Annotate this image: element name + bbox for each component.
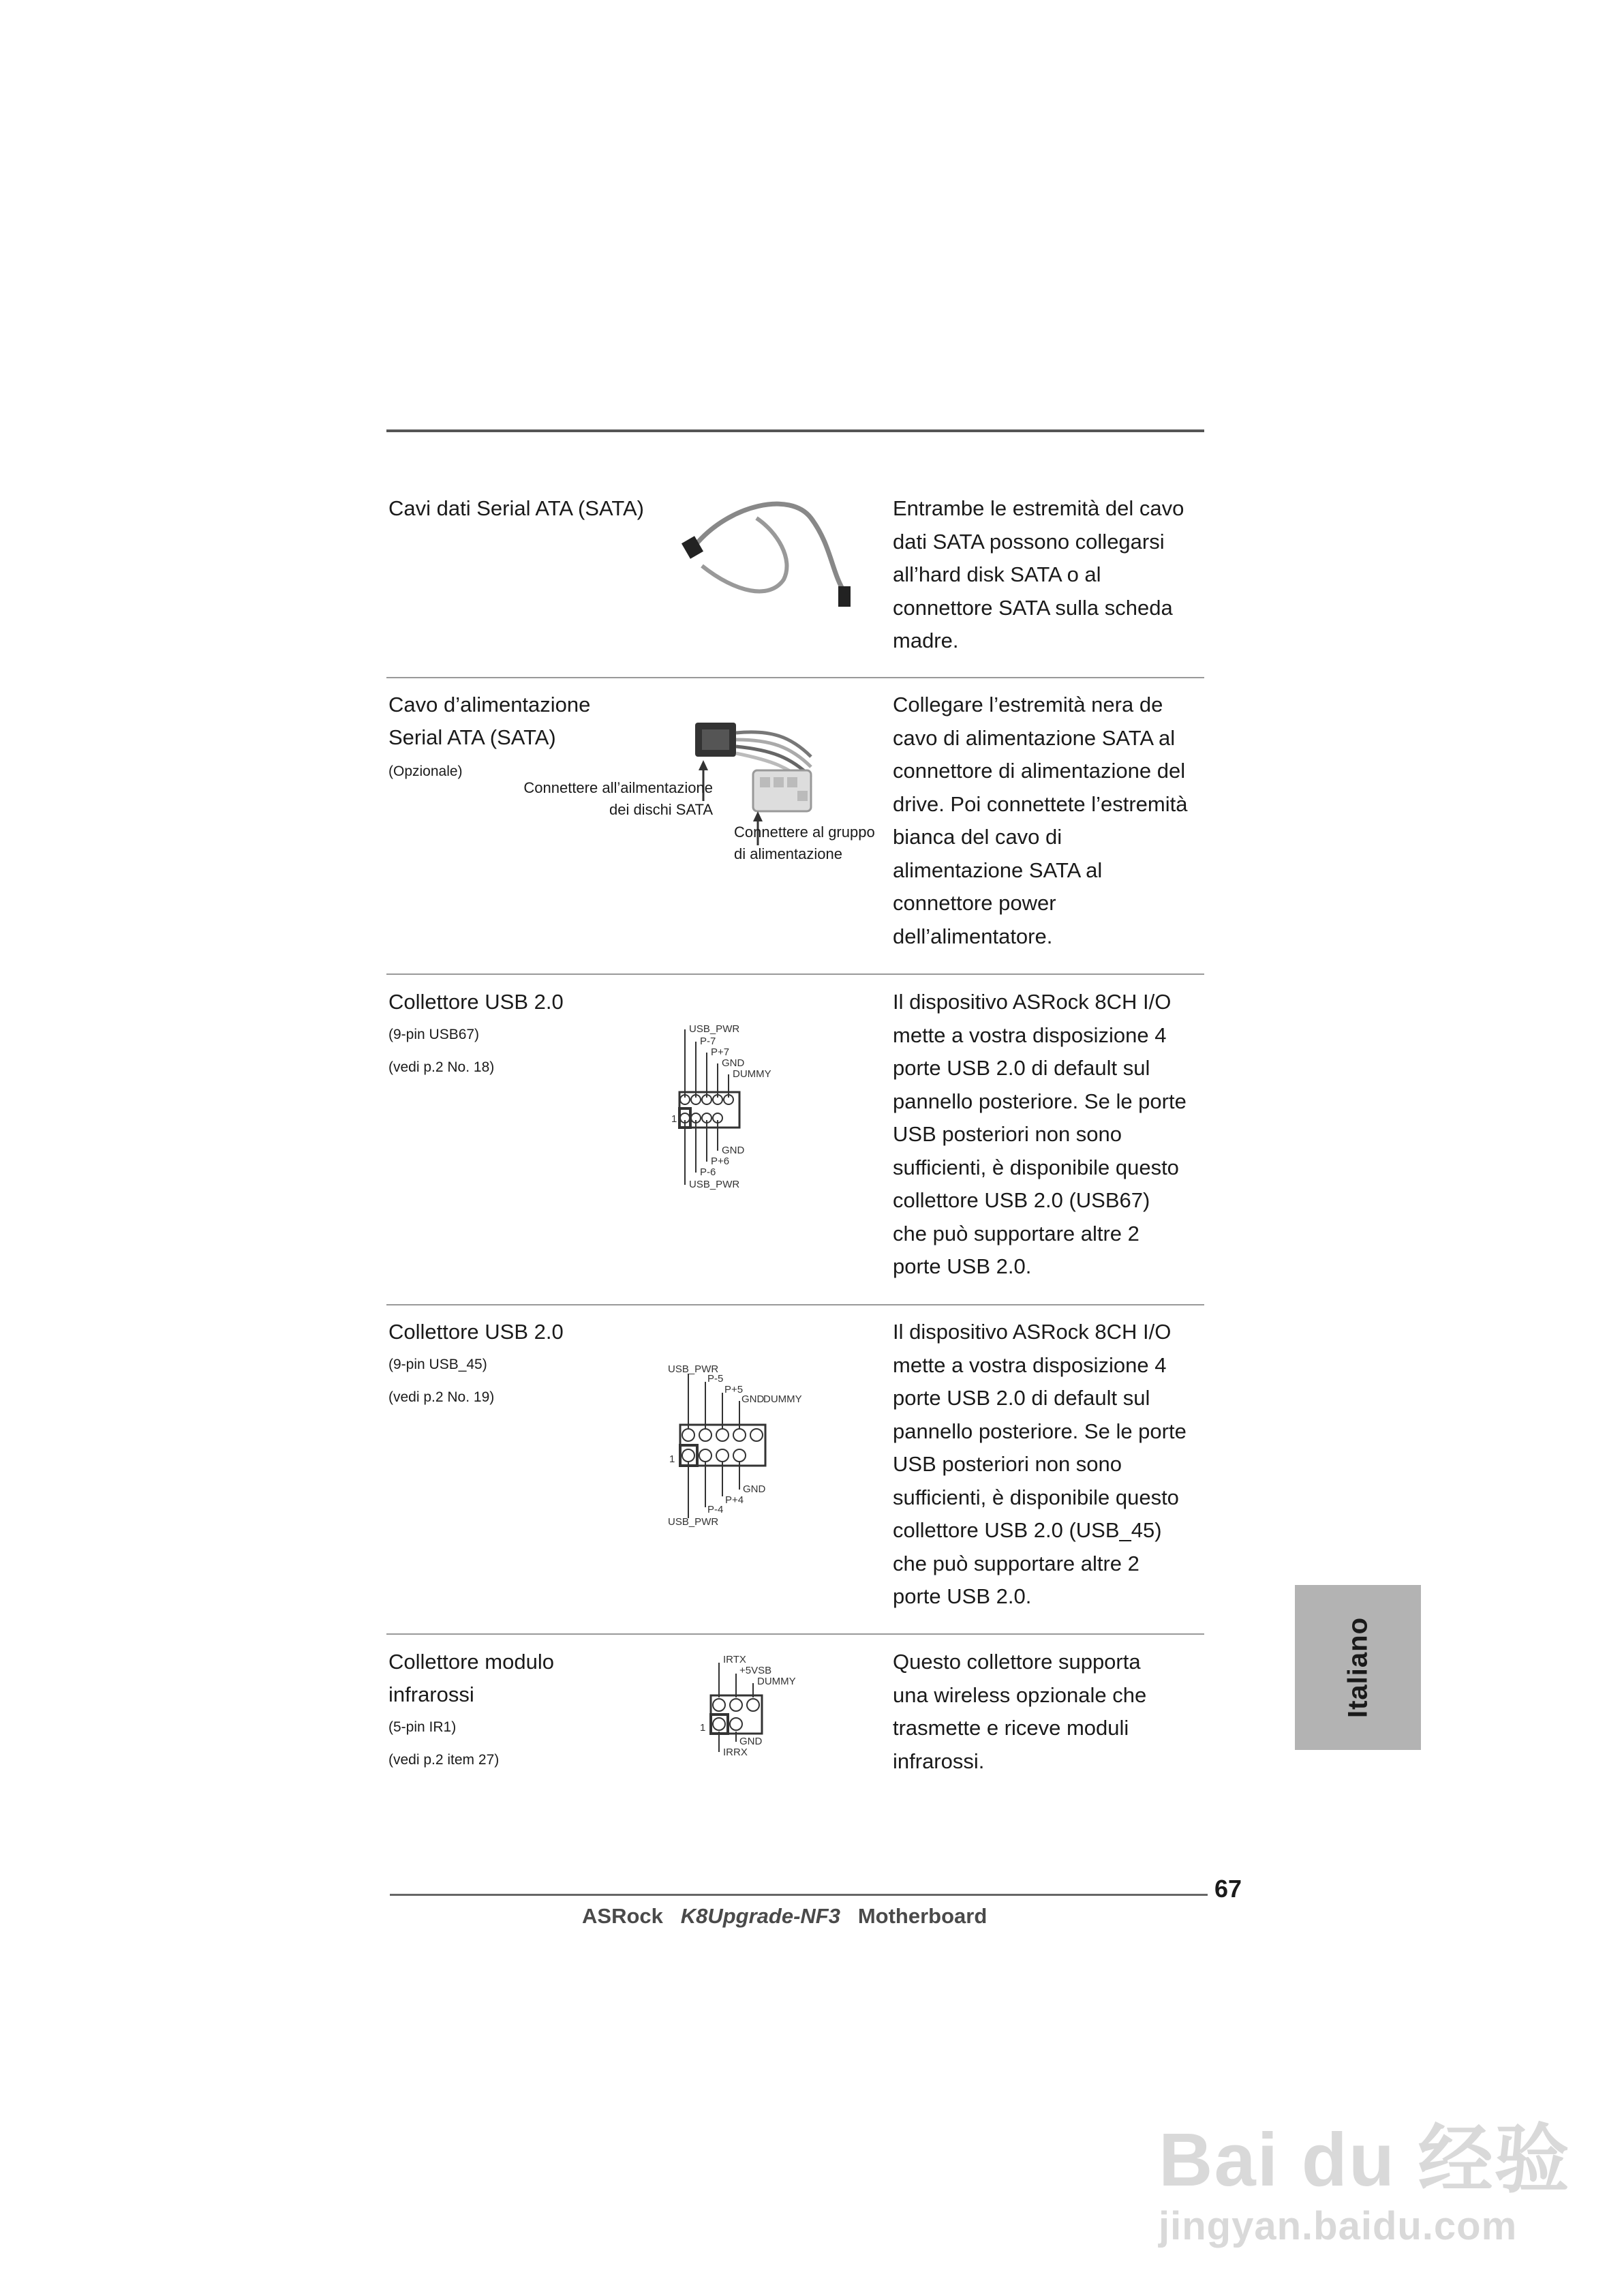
- desc-line: sufficienti, è disponibile questo: [893, 1155, 1179, 1179]
- desc-line: madre.: [893, 629, 959, 652]
- language-tab-label: Italiano: [1343, 1616, 1373, 1719]
- desc-line: mette a vostra disposizione 4: [893, 1023, 1167, 1047]
- usb67-pin-diagram: [658, 1021, 835, 1203]
- title-line: Cavo d’alimentazione: [388, 693, 591, 716]
- desc-line: dell’alimentatore.: [893, 924, 1053, 948]
- desc-line: connettore power: [893, 891, 1056, 915]
- desc-line: Il dispositivo ASRock 8CH I/O: [893, 1320, 1172, 1344]
- desc-line: connettore di alimentazione del: [893, 759, 1186, 783]
- sub-line: (vedi p.2 No. 18): [388, 1059, 495, 1075]
- pin-label: P+7: [711, 1046, 730, 1058]
- row-usb67-title: Collettore USB 2.0: [388, 990, 564, 1014]
- row-ir-description: [893, 1646, 1213, 1778]
- sub-line: (9-pin USB67): [388, 1027, 480, 1042]
- row-ir-sub: [388, 1711, 499, 1777]
- desc-line: che può supportare altre 2: [893, 1551, 1139, 1575]
- pin-label: USB_PWR: [689, 1179, 740, 1190]
- desc-line: USB posteriori non sono: [893, 1122, 1122, 1146]
- callout-drive-power: [477, 777, 713, 821]
- footer-model: K8Upgrade-NF3: [680, 1904, 840, 1928]
- footer-brand: ASRock: [582, 1904, 663, 1928]
- pin-label: P+6: [711, 1155, 730, 1167]
- pin-label: GND: [741, 1393, 765, 1405]
- row-sata-power-note: (Opzionale): [388, 764, 463, 779]
- desc-line: Collegare l’estremità nera de: [893, 693, 1163, 716]
- footer-text: [582, 1904, 987, 1929]
- callout-line: dei dischi SATA: [609, 801, 713, 818]
- row-divider: [386, 973, 1204, 975]
- sata-cable-image: [675, 491, 879, 617]
- desc-line: Questo collettore supporta: [893, 1650, 1141, 1674]
- desc-line: una wireless opzionale che: [893, 1682, 1147, 1707]
- row-usb45-description: [893, 1316, 1213, 1614]
- sub-line: (9-pin USB_45): [388, 1357, 487, 1372]
- pin-label: P+5: [724, 1384, 744, 1395]
- row-divider: [386, 1304, 1204, 1305]
- pin-label: P-6: [700, 1166, 716, 1178]
- pin1-label: 1: [669, 1453, 675, 1465]
- footer-suffix: Motherboard: [857, 1904, 988, 1928]
- row-divider: [386, 1633, 1204, 1635]
- callout-line: Connettere al gruppo: [734, 824, 875, 841]
- row-divider: [386, 677, 1204, 678]
- row-usb45-sub: [388, 1348, 494, 1414]
- pin-label: DUMMY: [733, 1068, 771, 1080]
- page-number: 67: [1214, 1875, 1242, 1903]
- title-line: infrarossi: [388, 1682, 474, 1706]
- sub-line: (vedi p.2 No. 19): [388, 1389, 495, 1405]
- desc-line: USB posteriori non sono: [893, 1452, 1122, 1476]
- pin-label: GND: [739, 1736, 763, 1747]
- title-line: Collettore modulo: [388, 1650, 554, 1674]
- callout-psu: [734, 821, 875, 865]
- sub-line: (5-pin IR1): [388, 1719, 457, 1735]
- desc-line: porte USB 2.0.: [893, 1584, 1032, 1608]
- desc-line: sufficienti, è disponibile questo: [893, 1485, 1179, 1509]
- ir-pin-diagram: [699, 1653, 835, 1772]
- desc-line: che può supportare altre 2: [893, 1221, 1139, 1245]
- sub-line: (vedi p.2 item 27): [388, 1752, 500, 1768]
- desc-line: porte USB 2.0 di default sul: [893, 1386, 1150, 1410]
- top-rule: [386, 429, 1204, 432]
- pin-label: IRRX: [723, 1747, 748, 1758]
- pin1-label: 1: [671, 1113, 677, 1125]
- usb45-pin-diagram: [668, 1360, 831, 1541]
- pin-label: USB_PWR: [668, 1516, 719, 1528]
- desc-line: Il dispositivo ASRock 8CH I/O: [893, 990, 1172, 1014]
- pin-label: P+4: [725, 1494, 744, 1506]
- desc-line: dati SATA possono collegarsi: [893, 529, 1165, 554]
- desc-line: infrarossi.: [893, 1749, 985, 1773]
- row-sata-power-title: [388, 689, 590, 754]
- pin-label: P-4: [707, 1504, 724, 1515]
- footer-rule: [390, 1894, 1208, 1896]
- pin-label: P-7: [700, 1036, 716, 1047]
- pin-label: P-5: [707, 1373, 724, 1385]
- row-ir-title: [388, 1646, 554, 1711]
- pin-label: USB_PWR: [668, 1363, 719, 1375]
- pin-label: GND: [722, 1145, 745, 1156]
- desc-line: drive. Poi connettete l’estremità: [893, 791, 1188, 816]
- desc-line: mette a vostra disposizione 4: [893, 1353, 1167, 1377]
- desc-line: Entrambe le estremità del cavo: [893, 496, 1184, 520]
- desc-line: porte USB 2.0 di default sul: [893, 1056, 1150, 1080]
- desc-line: all’hard disk SATA o al: [893, 562, 1101, 586]
- pin-label: USB_PWR: [689, 1023, 740, 1035]
- desc-line: cavo di alimentazione SATA al: [893, 725, 1176, 750]
- pin-label: +5VSB: [739, 1665, 772, 1676]
- row-usb67-sub: [388, 1018, 494, 1084]
- desc-line: connettore SATA sulla scheda: [893, 595, 1173, 620]
- pin-label: DUMMY: [757, 1676, 796, 1687]
- desc-line: pannello posteriore. Se le porte: [893, 1089, 1187, 1113]
- row-sata-cable-description: [893, 492, 1213, 658]
- row-sata-cable-title: Cavi dati Serial ATA (SATA): [388, 496, 644, 520]
- watermark-url: jingyan.baidu.com: [1159, 2204, 1518, 2248]
- desc-line: trasmette e riceve moduli: [893, 1716, 1129, 1740]
- desc-line: pannello posteriore. Se le porte: [893, 1419, 1187, 1443]
- row-usb45-title: Collettore USB 2.0: [388, 1320, 564, 1344]
- language-tab: [1295, 1585, 1421, 1750]
- baidu-watermark: [1159, 2100, 1571, 2249]
- pin-label: IRTX: [723, 1654, 746, 1665]
- pin1-label: 1: [700, 1722, 706, 1734]
- desc-line: collettore USB 2.0 (USB67): [893, 1188, 1150, 1212]
- title-line: Serial ATA (SATA): [388, 725, 556, 749]
- watermark-logo-text: Bai du 经验: [1159, 2118, 1571, 2202]
- callout-line: Connettere all’ailmentazione: [523, 779, 713, 796]
- pin-label: DUMMY: [763, 1393, 802, 1405]
- desc-line: alimentazione SATA al: [893, 858, 1103, 882]
- callout-line: di alimentazione: [734, 845, 842, 862]
- pin-label: GND: [743, 1483, 766, 1495]
- desc-line: collettore USB 2.0 (USB_45): [893, 1518, 1162, 1542]
- row-usb67-description: [893, 986, 1213, 1284]
- desc-line: bianca del cavo di: [893, 825, 1062, 849]
- row-sata-power-description: [893, 689, 1213, 953]
- pin-label: GND: [722, 1057, 745, 1069]
- desc-line: porte USB 2.0.: [893, 1254, 1032, 1278]
